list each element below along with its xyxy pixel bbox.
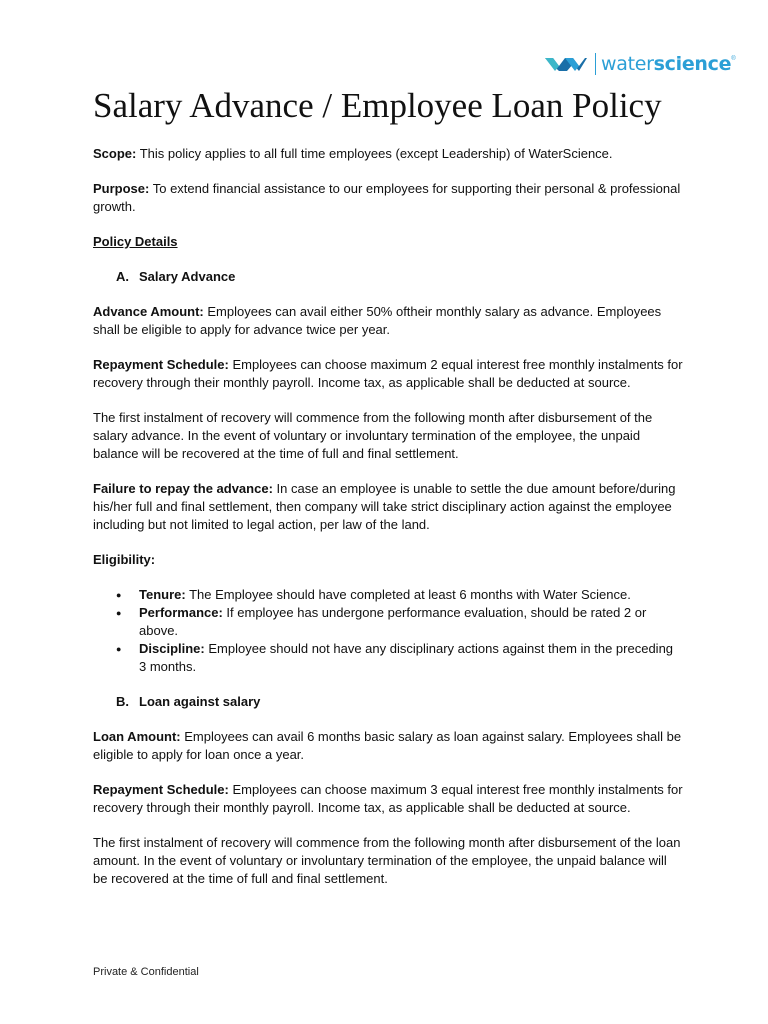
advance-amount-label: Advance Amount: — [93, 304, 204, 319]
repayment-b-paragraph — [93, 781, 683, 817]
section-a-heading — [93, 268, 683, 286]
repayment-a-paragraph — [93, 356, 683, 392]
advance-amount-text: Employees can avail either 50% oftheir monthly salary as advance. Employees shall be eligible to apply for advance twice per year. — [93, 304, 662, 337]
section-b-heading — [93, 693, 683, 711]
advance-amount-paragraph — [93, 303, 683, 339]
section-b-title: Loan against salary — [139, 694, 261, 709]
loan-amount-text: Employees can avail 6 months basic salary as loan against salary. Employees shall be eligible to apply for loan once a year. — [93, 729, 682, 762]
repayment-a-label: Repayment Schedule: — [93, 357, 229, 372]
discipline-label: Discipline: — [139, 641, 205, 656]
recovery-a-paragraph: The first instalment of recovery will commence from the following month after disbursement of the salary advance. In the event of voluntary or involuntary termination of the employee, the unpaid balance will be recovered at the time of full and final settlement. — [93, 410, 653, 461]
repayment-b-label: Repayment Schedule: — [93, 782, 229, 797]
logo-divider — [595, 53, 596, 75]
policy-details-heading-text: Policy Details — [93, 234, 178, 249]
discipline-text: Employee should not have any disciplinary actions against them in the preceding 3 months. — [139, 641, 674, 674]
purpose-text: To extend financial assistance to our employees for supporting their personal & professional growth. — [93, 181, 681, 214]
eligibility-heading — [93, 551, 683, 569]
failure-paragraph — [93, 480, 683, 534]
logo-wordmark-part1: water — [601, 53, 654, 75]
section-b-letter: B. — [116, 694, 129, 709]
section-a-title: Salary Advance — [139, 269, 236, 284]
page-title: Salary Advance / Employee Loan Policy — [93, 86, 662, 125]
loan-amount-paragraph — [93, 728, 683, 764]
loan-amount-label: Loan Amount: — [93, 729, 181, 744]
eligibility-list — [93, 586, 683, 676]
section-a-letter: A. — [116, 269, 129, 284]
footer-confidential: Private & Confidential — [93, 966, 199, 978]
repayment-b-text: Employees can choose maximum 3 equal interest free monthly instalments for recovery through their monthly payroll. Income tax, as applicable shall be deducted at source. — [93, 782, 683, 815]
list-item — [93, 604, 683, 640]
registered-mark: ® — [731, 56, 736, 62]
document-body — [93, 145, 683, 905]
brand-logo — [543, 50, 736, 78]
logo-wordmark — [601, 53, 731, 75]
performance-text: If employee has undergone performance evaluation, should be rated 2 or above. — [139, 605, 647, 638]
performance-label: Performance: — [139, 605, 223, 620]
failure-text: In case an employee is unable to settle the due amount before/during his/her full and final settlement, then company will take strict disciplinary action against the employee including but not limited to legal action, per law of the land. — [93, 481, 676, 532]
tenure-text: The Employee should have completed at least 6 months with Water Science. — [185, 587, 631, 602]
policy-details-heading — [93, 233, 683, 251]
failure-label: Failure to repay the advance: — [93, 481, 273, 496]
list-item — [93, 640, 683, 676]
tenure-label: Tenure: — [139, 587, 186, 602]
purpose-label: Purpose: — [93, 181, 150, 196]
scope-text: This policy applies to all full time employees (except Leadership) of WaterScience. — [136, 146, 613, 161]
eligibility-label: Eligibility: — [93, 552, 156, 567]
recovery-b-paragraph: The first instalment of recovery will commence from the following month after disbursement of the loan amount. In the event of voluntary or involuntary termination of the employee, the unpaid balance will be recovered at the time of full and final settlement. — [93, 835, 681, 886]
purpose-paragraph — [93, 180, 683, 216]
waterscience-mark-icon — [543, 53, 589, 75]
logo-wordmark-part2: science — [653, 53, 732, 75]
scope-paragraph — [93, 145, 683, 163]
scope-label: Scope: — [93, 146, 137, 161]
list-item — [93, 586, 683, 604]
repayment-a-text: Employees can choose maximum 2 equal interest free monthly instalments for recovery through their monthly payroll. Income tax, as applicable shall be deducted at source. — [93, 357, 683, 390]
